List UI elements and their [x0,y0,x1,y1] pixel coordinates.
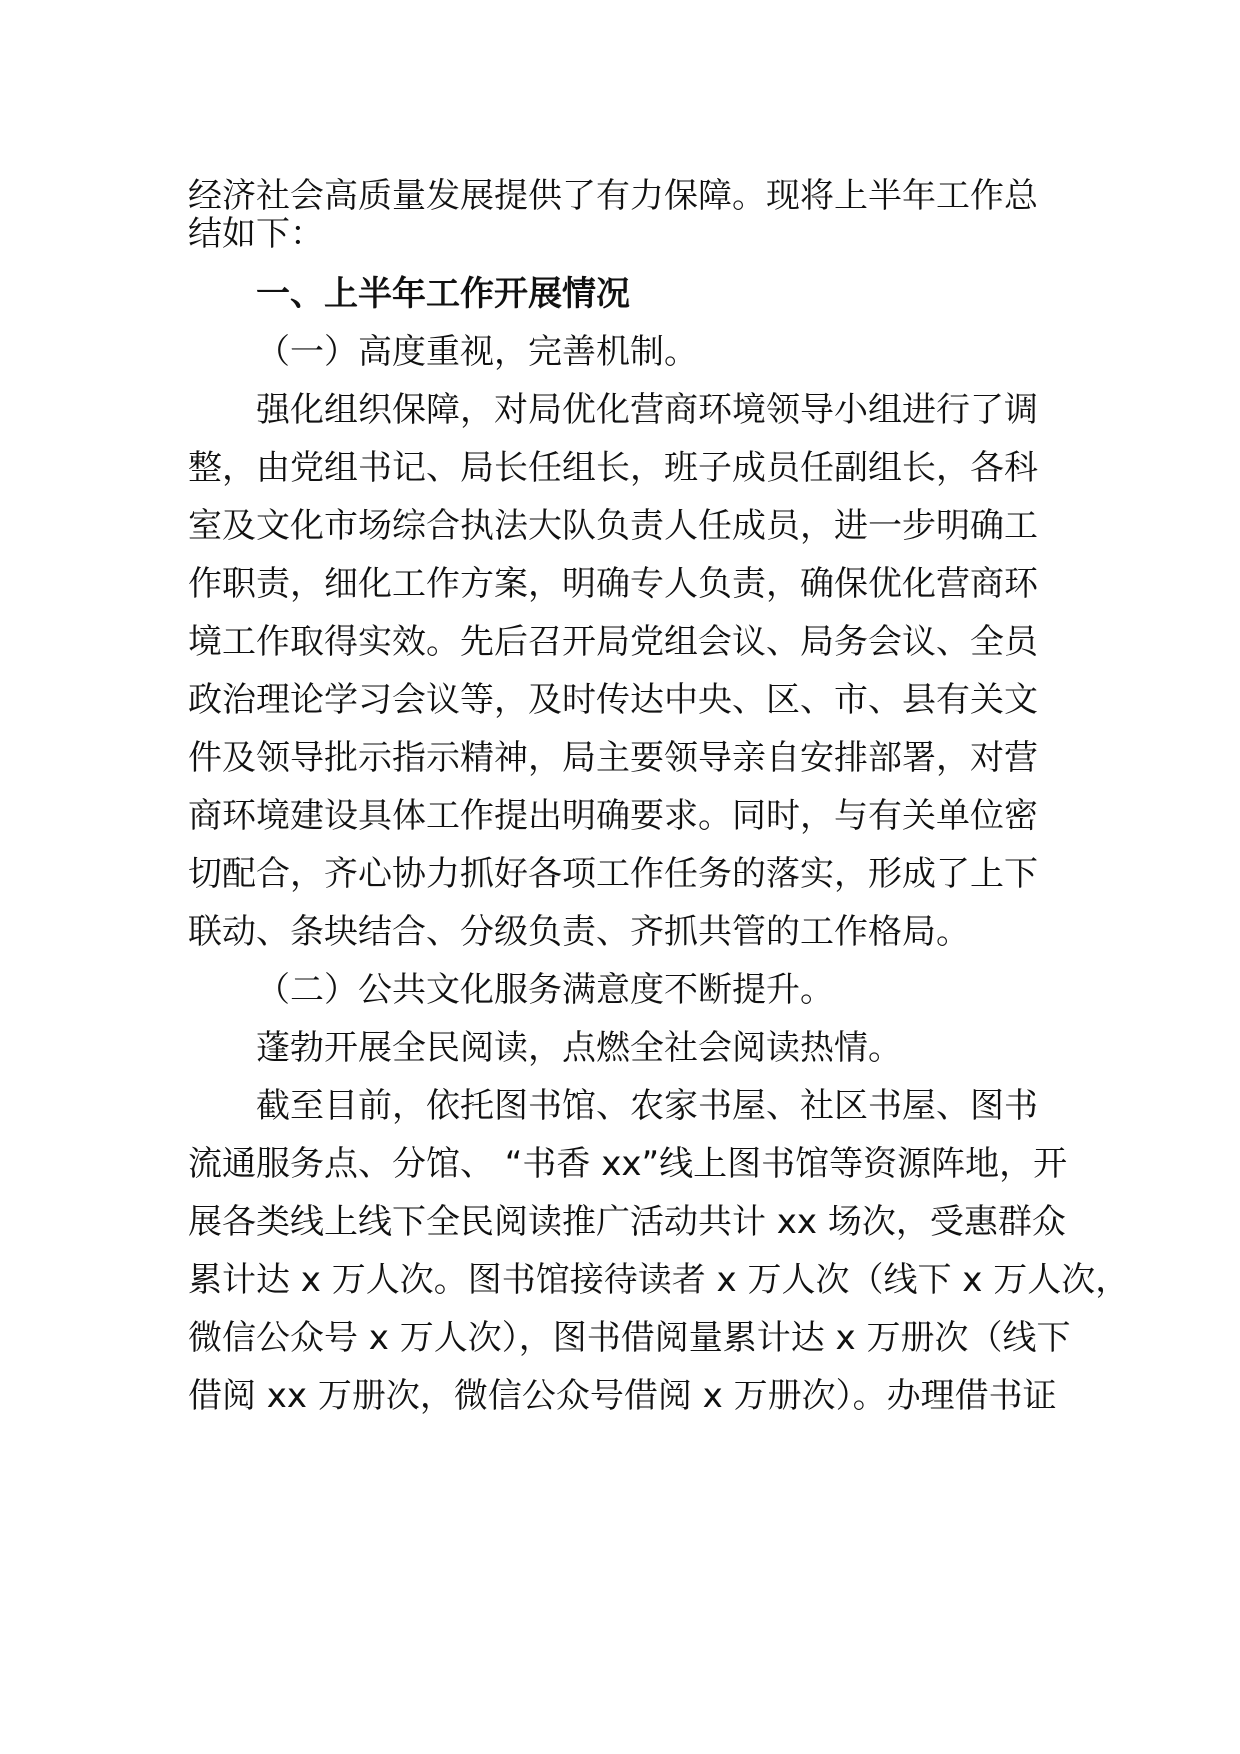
paragraph-line: 切配合，齐心协力抓好各项工作任务的落实，形成了上下 [188,854,1038,894]
paragraph-line: 展各类线上线下全民阅读推广活动共计 xx 场次，受惠群众 [188,1202,1066,1242]
paragraph-line: 强化组织保障，对局优化营商环境领导小组进行了调 [256,390,1038,430]
paragraph-line: 结如下： [188,214,324,254]
paragraph-line: 蓬勃开展全民阅读，点燃全社会阅读热情。 [256,1028,902,1068]
paragraph-line: 商环境建设具体工作提出明确要求。同时，与有关单位密 [188,796,1038,836]
subsection-heading: （二）公共文化服务满意度不断提升。 [256,970,834,1010]
paragraph-line: 累计达 x 万人次。图书馆接待读者 x 万人次（线下 x 万人次， [188,1260,1130,1300]
paragraph-line: 室及文化市场综合执法大队负责人任成员，进一步明确工 [188,506,1038,546]
paragraph-line: 境工作取得实效。先后召开局党组会议、局务会议、全员 [188,622,1038,662]
subsection-heading: （一）高度重视，完善机制。 [256,332,698,372]
paragraph-line: 联动、条块结合、分级负责、齐抓共管的工作格局。 [188,912,970,952]
paragraph-line: 整，由党组书记、局长任组长，班子成员任副组长，各科 [188,448,1038,488]
paragraph-line: 政治理论学习会议等，及时传达中央、区、市、县有关文 [188,680,1038,720]
paragraph-line: 件及领导批示指示精神，局主要领导亲自安排部署，对营 [188,738,1038,778]
paragraph-line: 截至目前，依托图书馆、农家书屋、社区书屋、图书 [256,1086,1038,1126]
paragraph-line: 作职责，细化工作方案，明确专人负责，确保优化营商环 [188,564,1038,604]
section-heading: 一、上半年工作开展情况 [256,274,630,314]
paragraph-line: 微信公众号 x 万人次），图书借阅量累计达 x 万册次（线下 [188,1318,1071,1358]
paragraph-line: 流通服务点、分馆、 “书香 xx”线上图书馆等资源阵地，开 [188,1144,1068,1184]
paragraph-line: 经济社会高质量发展提供了有力保障。现将上半年工作总 [188,176,1038,216]
paragraph-line: 借阅 xx 万册次，微信公众号借阅 x 万册次）。办理借书证 [188,1376,1057,1416]
